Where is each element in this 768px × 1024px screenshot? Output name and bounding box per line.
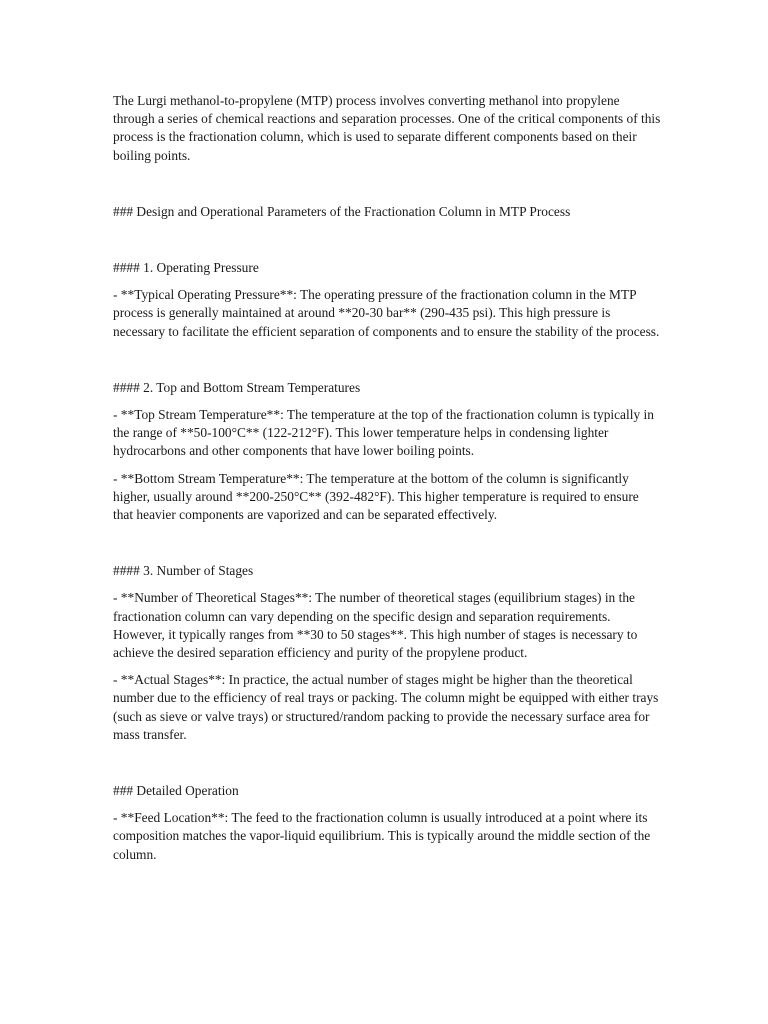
paragraph-actual-stages: - **Actual Stages**: In practice, the actual number of stages might be higher than the theoretical number due to the efficiency of real trays or packing. The column might be equipped with either trays (such as sieve or valve trays) or structured/random packing to provide the necessary surface area for mass transfer. <box>113 672 659 742</box>
paragraph-top-stream-temperature: - **Top Stream Temperature**: The temperature at the top of the fractionation column is typically in the range of **50-100°C** (122-212°F). This lower temperature helps in condensing lighter hydrocarbons and other components that have lower boiling points. <box>113 407 654 459</box>
detailed-operation-heading: ### Detailed Operation <box>113 783 239 799</box>
section-heading-operating-pressure: #### 1. Operating Pressure <box>113 260 259 276</box>
document-body <box>113 92 661 873</box>
section-heading-number-of-stages: #### 3. Number of Stages <box>113 563 254 579</box>
paragraph-theoretical-stages: - **Number of Theoretical Stages**: The number of theoretical stages (equilibrium stages) in the fractionation column can vary depending on the specific design and separation requirements. However, it typically ranges from **30 to 50 stages**. This high number of stages is necessary to achieve the desired separation efficiency and purity of the propylene product. <box>113 590 638 661</box>
main-heading: ### Design and Operational Parameters of the Fractionation Column in MTP Process <box>113 203 571 219</box>
section-heading-stream-temperatures: #### 2. Top and Bottom Stream Temperatures <box>113 379 361 395</box>
paragraph-feed-location: - **Feed Location**: The feed to the fractionation column is usually introduced at a point where its composition matches the vapor-liquid equilibrium. This is typically around the middle section of the column. <box>113 810 651 862</box>
paragraph-typical-operating-pressure: - **Typical Operating Pressure**: The operating pressure of the fractionation column in the MTP process is generally maintained at around **20-30 bar** (290-435 psi). This high pressure is necessary to facilitate the efficient separation of components and to ensure the stability of the process. <box>113 287 660 339</box>
intro-paragraph: The Lurgi methanol-to-propylene (MTP) process involves converting methanol into propylene through a series of chemical reactions and separation processes. One of the critical components of this process is the fractionation column, which is used to separate different components based on their boiling points. <box>113 93 661 163</box>
paragraph-bottom-stream-temperature: - **Bottom Stream Temperature**: The temperature at the bottom of the column is significantly higher, usually around **200-250°C** (392-482°F). This higher temperature is required to ensure that heavier components are vaporized and can be separated effectively. <box>113 470 639 523</box>
